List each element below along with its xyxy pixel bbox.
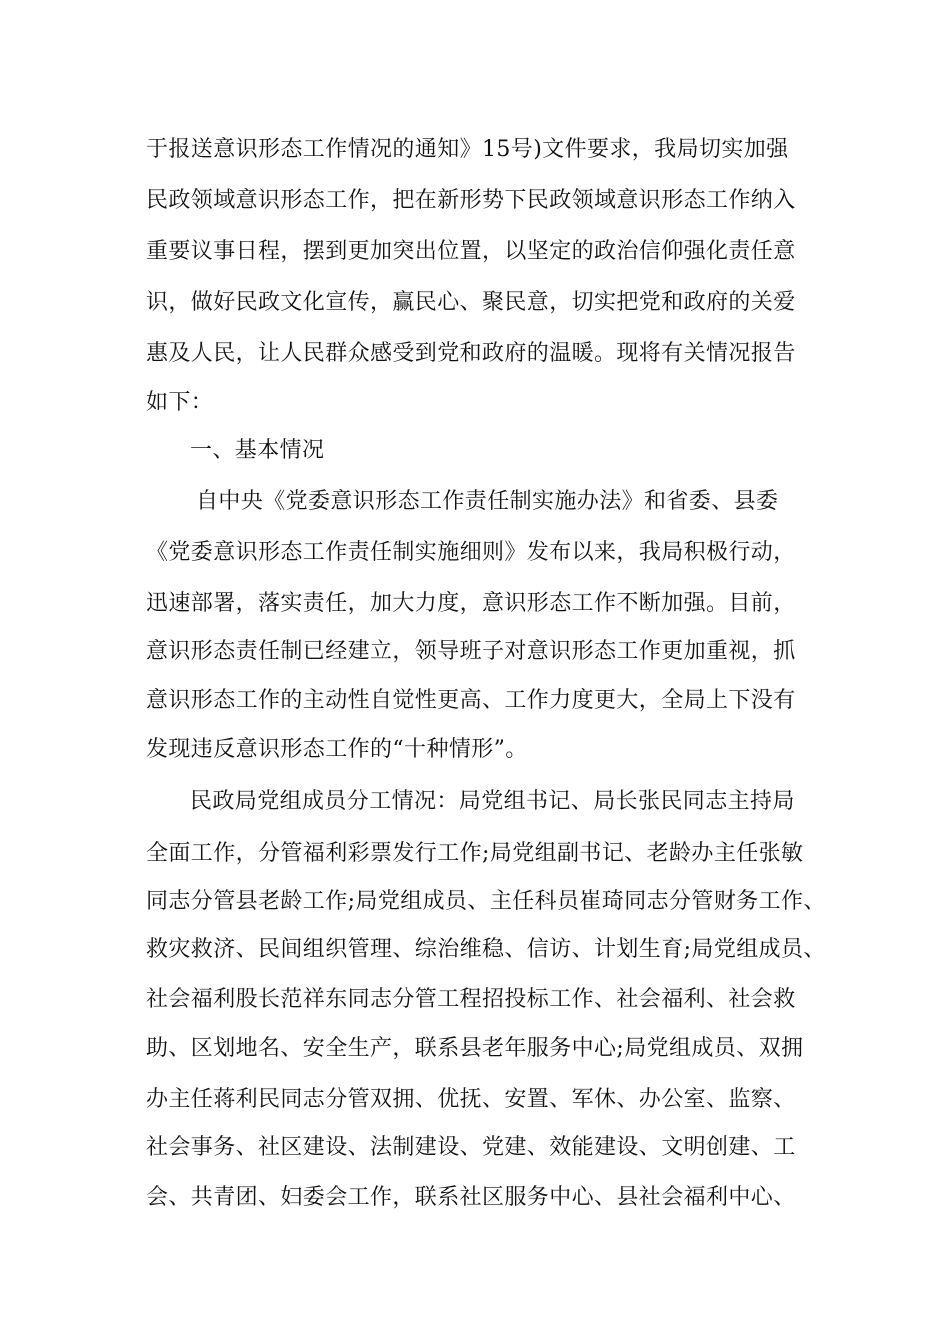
text-line: 会、共青团、妇委会工作，联系社区服务中心、县社会福利中心、: [146, 1185, 796, 1210]
text-line: 民政领域意识形态工作，把在新形势下民政领域意识形态工作纳入: [146, 188, 796, 213]
text-line: 社会福利股长范祥东同志分管工程招投标工作、社会福利、社会救: [146, 987, 796, 1012]
text-line: 救灾救济、民间组织管理、综治维稳、信访、计划生育;局党组成员、: [146, 937, 826, 962]
text-line: 办主任蒋利民同志分管双拥、优抚、安置、军休、办公室、监察、: [146, 1087, 796, 1112]
section-heading: 一、基本情况: [190, 438, 325, 463]
text-line: 如下：: [146, 390, 214, 415]
text-line: 社会事务、社区建设、法制建设、党建、效能建设、文明创建、工: [146, 1135, 796, 1160]
text-line: 助、区划地名、安全生产，联系县老年服务中心;局党组成员、双拥: [146, 1036, 804, 1061]
text-line: 意识形态工作的主动性自觉性更高、工作力度更大，全局上下没有: [146, 688, 796, 713]
text-line: 惠及人民，让人民群众感受到党和政府的温暖。现将有关情况报告: [146, 341, 796, 366]
text-line: 识，做好民政文化宣传，赢民心、聚民意，切实把党和政府的关爱: [146, 290, 796, 315]
text-line: 于报送意识形态工作情况的通知》15号)文件要求，我局切实加强: [146, 137, 789, 162]
text-line: 同志分管县老龄工作;局党组成员、主任科员崔琦同志分管财务工作、: [146, 889, 826, 914]
text-line: 全面工作，分管福利彩票发行工作;局党组副书记、老龄办主任张敏: [146, 841, 804, 866]
text-line: 发现违反意识形态工作的“十种情形”。: [146, 737, 528, 762]
text-line: 重要议事日程，摆到更加突出位置，以坚定的政治信仰强化责任意: [146, 239, 796, 264]
text-line: 《党委意识形态工作责任制实施细则》发布以来，我局积极行动，: [146, 540, 796, 565]
text-line: 迅速部署，落实责任，加大力度，意识形态工作不断加强。目前，: [146, 591, 796, 616]
text-line: 民政局党组成员分工情况：局党组书记、局长张民同志主持局: [190, 789, 795, 814]
text-line: 意识形态责任制已经建立，领导班子对意识形态工作更加重视，抓: [146, 639, 796, 664]
text-line: 自中央《党委意识形态工作责任制实施办法》和省委、县委: [196, 489, 779, 514]
